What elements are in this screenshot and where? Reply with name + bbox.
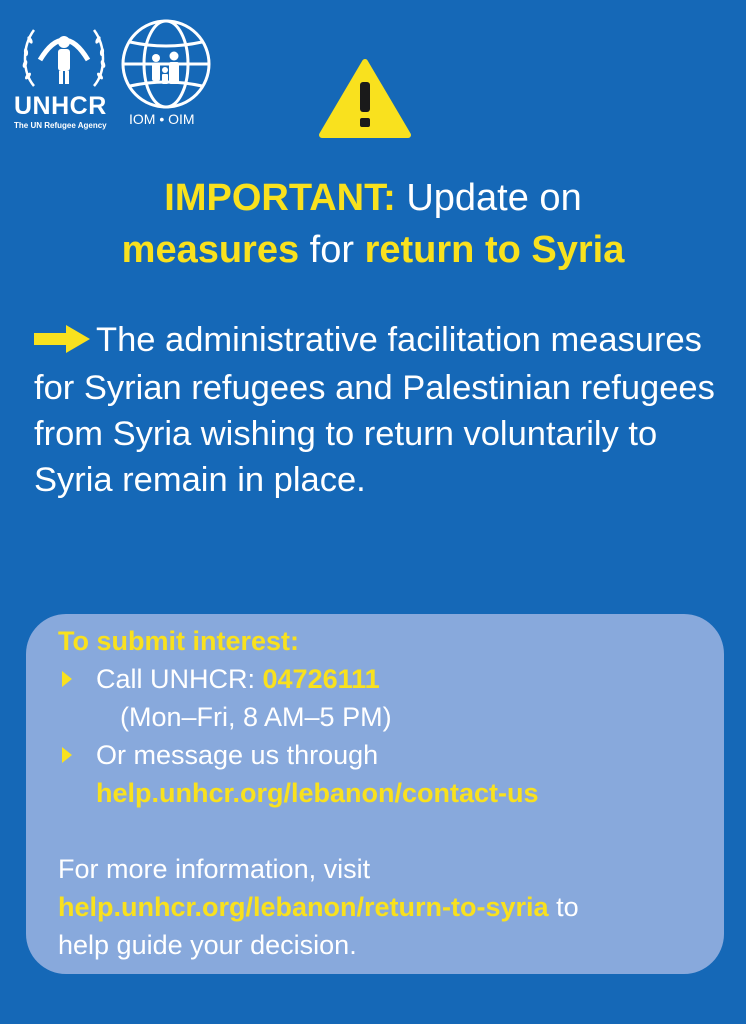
iom-globe-icon xyxy=(118,18,214,110)
measures-label: measures xyxy=(121,229,300,271)
important-label: IMPORTANT: xyxy=(164,177,396,219)
call-label: Call UNHCR: xyxy=(96,664,263,694)
phone-number-link[interactable]: 04726111 xyxy=(262,664,380,694)
warning-icon xyxy=(318,58,412,145)
arrow-right-icon xyxy=(34,319,90,365)
call-item xyxy=(58,660,708,698)
return-link-line xyxy=(58,888,708,926)
info-box xyxy=(26,614,724,974)
closing-text: help guide your decision. xyxy=(58,930,357,960)
headline-line-2 xyxy=(0,224,746,276)
unhcr-emblem-icon xyxy=(20,20,108,92)
message-label: Or message us through xyxy=(96,740,379,770)
unhcr-logo xyxy=(14,20,114,130)
return-to-syria-link[interactable]: help.unhcr.org/lebanon/return-to-syria xyxy=(58,892,549,922)
return-to-syria-label: return to Syria xyxy=(364,229,625,271)
iom-logo xyxy=(116,18,216,130)
unhcr-name: UNHCR xyxy=(14,92,107,120)
bullet-triangle-icon xyxy=(62,747,72,763)
call-hours: (Mon–Fri, 8 AM–5 PM) xyxy=(120,702,392,732)
contact-us-link[interactable]: help.unhcr.org/lebanon/contact-us xyxy=(96,778,539,808)
return-link-suffix: to xyxy=(548,892,579,922)
bullet-triangle-icon xyxy=(62,671,72,687)
headline-text-1: Update on xyxy=(395,177,582,219)
headline-line-1 xyxy=(0,172,746,224)
message-item xyxy=(58,736,708,774)
iom-name: IOM • OIM xyxy=(129,111,195,127)
headline-text-2: for xyxy=(299,229,365,271)
headline xyxy=(0,172,746,276)
main-paragraph: The administrative facilitation measures for Syrian refugees and Palestinian refugees from Syria wishing to return voluntarily to Syria remain in place. xyxy=(34,321,715,499)
unhcr-tagline: The UN Refugee Agency xyxy=(14,121,107,130)
main-paragraph-block xyxy=(34,317,724,503)
more-info-text: For more information, visit xyxy=(58,854,371,884)
submit-interest-title: To submit interest: xyxy=(58,626,300,656)
